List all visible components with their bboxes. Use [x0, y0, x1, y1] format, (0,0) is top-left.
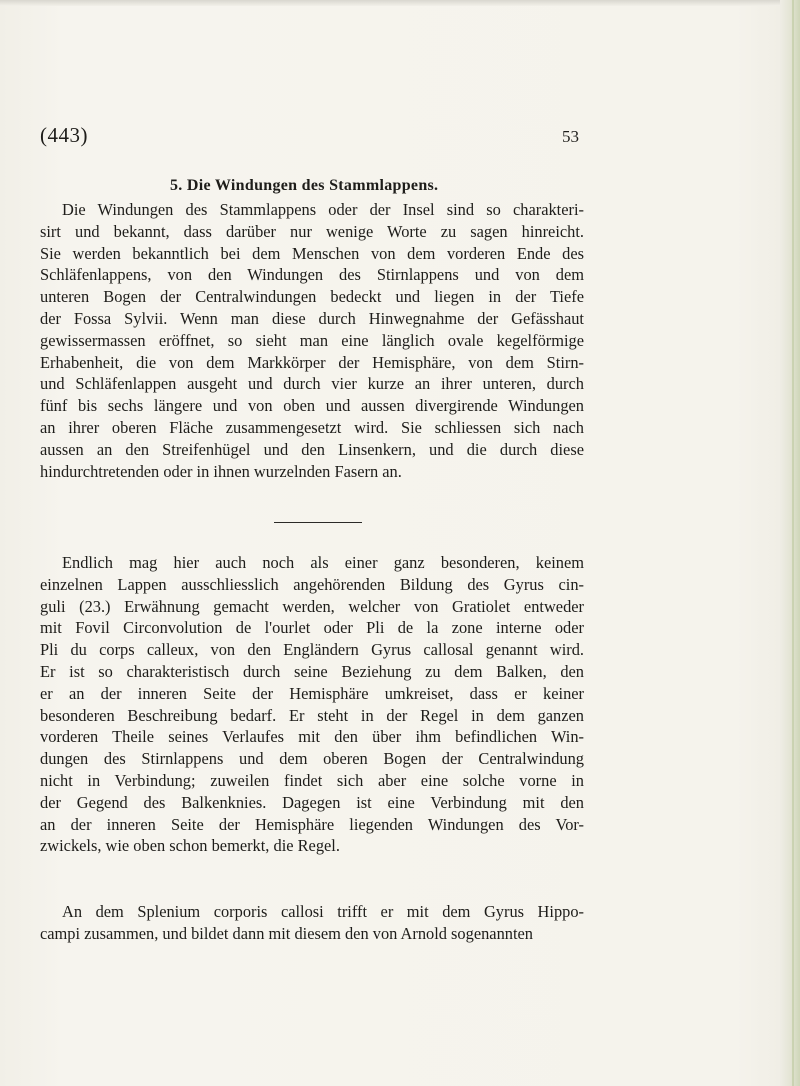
paragraph-2-line: zwickels, wie oben schon bemerkt, die Regel. — [40, 836, 340, 856]
paragraph-1-line: Sie werden bekanntlich bei dem Menschen von dem vorderen Ende des — [40, 243, 584, 263]
paragraph-1-line: und Schläfenlappen ausgeht und durch vier kurze an ihrer unteren, durch — [40, 374, 584, 394]
paragraph-2-line: Pli du corps calleux, von den Engländern Gyrus callosal genannt wird. — [40, 640, 584, 660]
paragraph-2-line: dungen des Stirnlappens und dem oberen Bogen der Centralwindung — [40, 749, 584, 769]
page-number-right: 53 — [562, 127, 579, 146]
paragraph-1-line: Die Windungen des Stammlappens oder der Insel sind so charakteri- — [62, 200, 584, 219]
paragraph-1-line: an ihrer oberen Fläche zusammengesetzt wird. Sie schliessen sich nach — [40, 417, 584, 437]
paragraph-2-line: er an der inneren Seite der Hemisphäre umkreiset, dass er keiner — [40, 683, 584, 703]
paragraph-3 — [40, 901, 584, 945]
paragraph-1-line: der Fossa Sylvii. Wenn man diese durch Hinwegnahme der Gefässhaut — [40, 308, 584, 328]
paragraph-2-line: mit Fovil Circonvolution de l'ourlet oder Pli de la zone interne oder — [40, 618, 584, 638]
paragraph-1-line: unteren Bogen der Centralwindungen bedeckt und liegen in der Tiefe — [40, 287, 584, 307]
paragraph-1-line: gewissermassen eröffnet, so sieht man eine länglich ovale kegelförmige — [40, 330, 584, 350]
paragraph-3-line: An dem Splenium corporis callosi trifft er mit dem Gyrus Hippo- — [62, 902, 584, 921]
page-top-edge — [0, 0, 800, 6]
page-right-edge — [780, 0, 800, 1086]
paragraph-1-line: sirt und bekannt, dass darüber nur wenige Worte zu sagen hinreicht. — [40, 221, 584, 241]
paragraph-1-line: Erhabenheit, die von dem Markkörper der Hemisphäre, von dem Stirn- — [40, 352, 584, 372]
paragraph-2 — [40, 552, 584, 857]
section-divider — [274, 522, 362, 523]
paragraph-1-line: aussen an den Streifenhügel und den Linsenkern, und die durch diese — [40, 439, 584, 459]
paragraph-1-line: hindurchtretenden oder in ihnen wurzelnden Fasern an. — [40, 461, 402, 481]
paragraph-2-line: besonderen Beschreibung bedarf. Er steht in der Regel in dem ganzen — [40, 705, 584, 725]
paragraph-2-line: Endlich mag hier auch noch als einer ganz besonderen, keinem — [62, 553, 584, 572]
paragraph-2-line: nicht in Verbindung; zuweilen findet sich aber eine solche vorne in — [40, 770, 584, 790]
paragraph-1-line: fünf bis sechs längere und von oben und aussen divergirende Windungen — [40, 396, 584, 416]
page-edge-line — [792, 0, 794, 1086]
paragraph-2-line: vorderen Theile seines Verlaufes mit den über ihm befindlichen Win- — [40, 727, 584, 747]
paragraph-1-line: Schläfenlappens, von den Windungen des Stirnlappens und von dem — [40, 265, 584, 285]
paragraph-1 — [40, 199, 584, 482]
paragraph-2-line: einzelnen Lappen ausschliesslich angehörenden Bildung des Gyrus cin- — [40, 574, 584, 594]
page-number-left: (443) — [40, 123, 88, 147]
paragraph-2-line: an der inneren Seite der Hemisphäre liegenden Windungen des Vor- — [40, 814, 584, 834]
paragraph-2-line: Er ist so charakteristisch durch seine Beziehung zu dem Balken, den — [40, 661, 584, 681]
section-title: 5. Die Windungen des Stammlappens. — [170, 177, 439, 194]
paragraph-2-line: der Gegend des Balkenknies. Dagegen ist eine Verbindung mit den — [40, 792, 584, 812]
paragraph-2-line: guli (23.) Erwähnung gemacht werden, welcher von Gratiolet entweder — [40, 596, 584, 616]
paragraph-3-line: campi zusammen, und bildet dann mit diesem den von Arnold sogenannten — [40, 923, 533, 943]
